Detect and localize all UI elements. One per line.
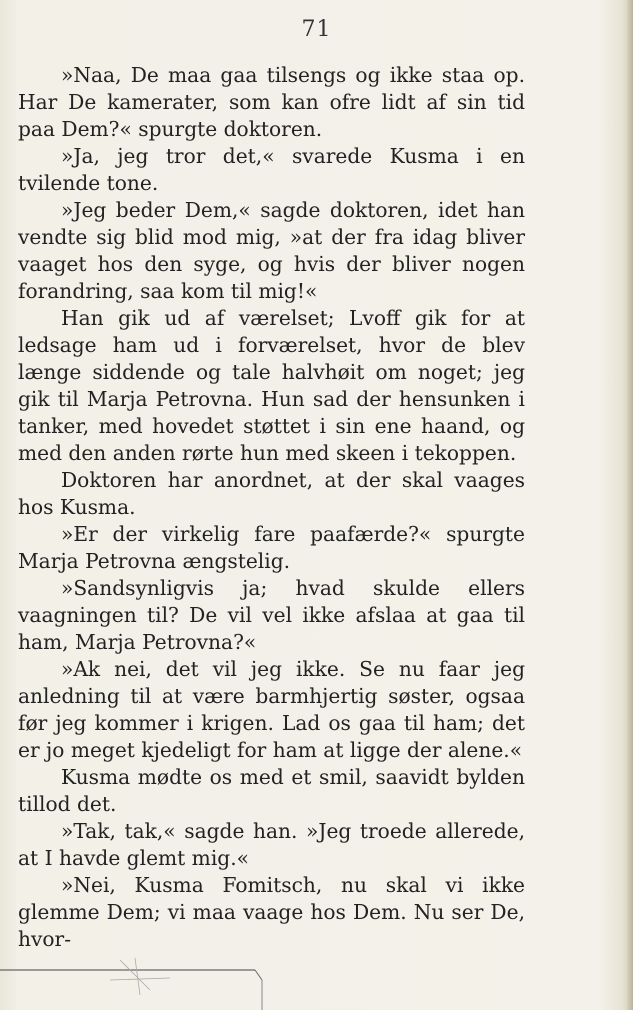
paragraph: »Naa, De maa gaa tilsengs og ikke staa op. Har De kamerater, som kan ofre lidt af sin tid paa Dem?« spurgte doktoren. [18,63,525,141]
paragraph: »Ja, jeg tror det,« svarede Kusma i en tvilende tone. [18,144,525,195]
paragraph: »Nei, Kusma Fomitsch, nu skal vi ikke glemme Dem; vi maa vaage hos Dem. Nu ser De, hvor- [18,873,525,951]
scan-artifact-mark [0,950,633,1010]
paragraph: Han gik ud af værelset; Lvoff gik for at ledsage ham ud i forværelset, hvor de blev længe siddende og tale halvhøit om noget; jeg gik til Marja Petrovna. Hun sad der hensunken i tanker, med hovedet støttet i sin ene haand, og med den anden rørte hun med skeen i tekoppen. [18,306,525,465]
paragraph: »Ak nei, det vil jeg ikke. Se nu faar jeg anledning til at være barmhjertig søster, ogsaa før jeg kommer i krigen. Lad os gaa til ham; det er jo meget kjedeligt for ham at ligge der alene.« [18,657,525,762]
paragraph: Kusma mødte os med et smil, saavidt bylden tillod det. [18,765,525,816]
paragraph: »Tak, tak,« sagde han. »Jeg troede allerede, at I havde glemt mig.« [18,819,525,870]
page-edge-shadow [627,0,633,1010]
paragraph: Doktoren har anordnet, at der skal vaages hos Kusma. [18,468,525,519]
paragraph: »Sandsynligvis ja; hvad skulde ellers vaagningen til? De vil vel ikke afslaa at gaa til ham, Marja Petrovna?« [18,576,525,654]
paragraph: »Jeg beder Dem,« sagde doktoren, idet han vendte sig blid mod mig, »at der fra idag bliver vaaget hos den syge, og hvis der bliver nogen forandring, saa kom til mig!« [18,198,525,303]
paragraph: »Er der virkelig fare paafærde?« spurgte Marja Petrovna ængstelig. [18,522,525,573]
page-number: 71 [301,17,332,42]
body-text [18,62,525,953]
